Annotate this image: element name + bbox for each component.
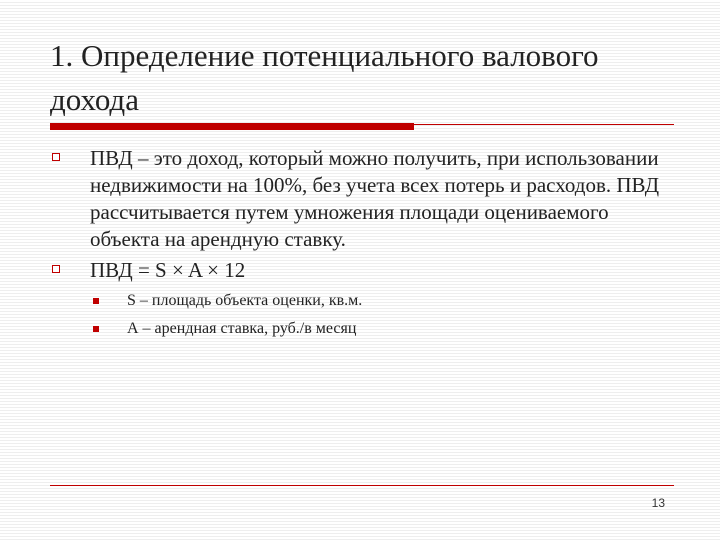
subbullet-text: А – арендная ставка, руб./в месяц (127, 320, 357, 337)
subbullet-item-area (50, 290, 680, 312)
hollow-square-icon (52, 265, 60, 273)
subbullet-text: S – площадь объекта оценки, кв.м. (127, 292, 363, 309)
footer-divider (50, 485, 674, 486)
filled-square-icon (93, 326, 99, 332)
page-number: 13 (651, 496, 665, 510)
slide-title: 1. Определение потенциального валового дохода (50, 38, 599, 117)
bullet-item-definition (50, 145, 680, 253)
hollow-square-icon (52, 153, 60, 161)
filled-square-icon (93, 298, 99, 304)
subbullet-item-rate (50, 318, 680, 340)
title-divider-accent (50, 123, 414, 130)
bullet-text: ПВД – это доход, который можно получить, при использовании недвижимости на 100%, без учета всех потерь и расходов. ПВД рассчитывается путем умножения площади оцениваемого объекта на арендную ставку. (90, 146, 660, 251)
slide-body (50, 145, 680, 340)
formula-text: ПВД = S × A × 12 (90, 258, 246, 282)
bullet-item-formula (50, 257, 680, 284)
